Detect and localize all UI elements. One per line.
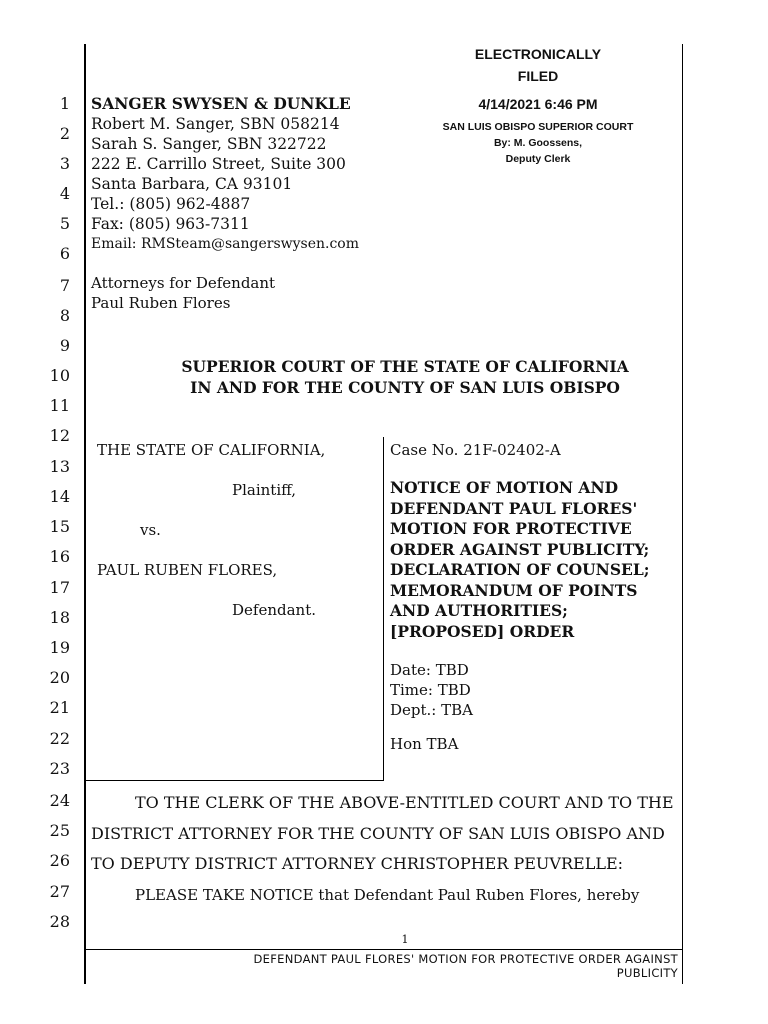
page-number: 1 xyxy=(401,933,409,946)
line-number: 13 xyxy=(49,457,70,476)
versus: vs. xyxy=(140,521,161,539)
line-number: 4 xyxy=(59,184,70,203)
court-title-line-2: IN AND FOR THE COUNTY OF SAN LUIS OBISPO xyxy=(190,378,620,397)
client-name: Paul Ruben Flores xyxy=(91,294,231,312)
plaintiff-role: Plaintiff, xyxy=(232,481,297,499)
line-number: 10 xyxy=(49,366,70,385)
line-number: 28 xyxy=(49,912,70,931)
stamp-by: By: M. Goossens, xyxy=(493,137,583,149)
line-number: 3 xyxy=(59,154,70,173)
attorney-role: Attorneys for Defendant xyxy=(91,274,276,292)
line-number: 5 xyxy=(59,214,70,233)
line-number: 20 xyxy=(49,668,70,687)
line-number: 25 xyxy=(49,821,70,840)
attorney-block xyxy=(91,94,431,313)
plaintiff-name: THE STATE OF CALIFORNIA, xyxy=(97,441,326,459)
line-number: 27 xyxy=(49,882,70,901)
line-number: 16 xyxy=(49,547,70,566)
footer-title-line-2: PUBLICITY xyxy=(616,966,678,980)
defendant-role: Defendant. xyxy=(232,601,316,619)
court-title-line-1: SUPERIOR COURT OF THE STATE OF CALIFORNIA xyxy=(181,357,629,376)
line-number: 15 xyxy=(49,517,70,536)
line-number: 23 xyxy=(49,759,70,778)
attorney-line: Tel.: (805) 962-4887 xyxy=(91,195,251,213)
line-number: 8 xyxy=(59,306,70,325)
line-number: 11 xyxy=(49,396,70,415)
line-number: 24 xyxy=(49,791,70,810)
document-title-line: DEFENDANT PAUL FLORES' xyxy=(390,498,638,518)
line-number: 21 xyxy=(49,698,70,717)
case-info xyxy=(390,440,680,754)
line-number: 26 xyxy=(49,851,70,870)
line-number: 6 xyxy=(59,244,70,263)
line-number: 14 xyxy=(49,487,70,506)
stamp-datetime: 4/14/2021 6:46 PM xyxy=(478,96,598,112)
body-line-3: TO DEPUTY DISTRICT ATTORNEY CHRISTOPHER PEUVRELLE: xyxy=(91,854,624,873)
document-title-line: MOTION FOR PROTECTIVE xyxy=(390,519,632,538)
document-title-line: ORDER AGAINST PUBLICITY; xyxy=(390,539,650,559)
attorney-line: Santa Barbara, CA 93101 xyxy=(91,175,293,193)
document-title-line: [PROPOSED] ORDER xyxy=(390,621,575,641)
line-number: 1 xyxy=(59,94,70,113)
stamp-court: SAN LUIS OBISPO SUPERIOR COURT xyxy=(442,121,634,133)
judge: Hon TBA xyxy=(390,735,459,753)
case-number: Case No. 21F-02402-A xyxy=(390,441,561,459)
attorney-line: 222 E. Carrillo Street, Suite 300 xyxy=(91,155,346,173)
hearing-dept: Dept.: TBA xyxy=(390,701,473,719)
document-title-line: AND AUTHORITIES; xyxy=(390,601,568,620)
line-number: 12 xyxy=(49,426,70,445)
stamp-line-2: FILED xyxy=(517,68,559,84)
hearing-date: Date: TBD xyxy=(390,661,469,679)
hearing-time: Time: TBD xyxy=(390,681,471,699)
document-title xyxy=(390,478,680,642)
right-margin-rule xyxy=(682,44,683,984)
attorney-line: Sarah S. Sanger, SBN 322722 xyxy=(91,135,327,153)
line-number: 17 xyxy=(49,578,70,597)
line-number: 7 xyxy=(59,276,70,295)
defendant-name: PAUL RUBEN FLORES, xyxy=(97,561,278,579)
footer-title xyxy=(150,952,678,980)
line-number: 9 xyxy=(59,336,70,355)
line-number: 19 xyxy=(49,638,70,657)
document-title-line: DECLARATION OF COUNSEL; xyxy=(390,560,650,579)
footer-title-line-1: DEFENDANT PAUL FLORES' MOTION FOR PROTECTIVE ORDER AGAINST xyxy=(253,952,678,966)
body-line-4: PLEASE TAKE NOTICE that Defendant Paul Ruben Flores, hereby xyxy=(135,886,640,904)
line-number: 18 xyxy=(49,608,70,627)
attorney-line: Robert M. Sanger, SBN 058214 xyxy=(91,115,340,133)
footer-rule xyxy=(84,949,683,950)
court-title xyxy=(150,356,660,398)
line-number: 2 xyxy=(59,124,70,143)
body-line-1: TO THE CLERK OF THE ABOVE-ENTITLED COURT AND TO THE xyxy=(135,793,674,812)
body-line-2: DISTRICT ATTORNEY FOR THE COUNTY OF SAN LUIS OBISPO AND xyxy=(91,824,665,843)
attorney-email: Email: RMSteam@sangerswysen.com xyxy=(91,236,360,252)
stamp-line-1: ELECTRONICALLY xyxy=(474,46,602,62)
document-title-line: MEMORANDUM OF POINTS xyxy=(390,580,638,600)
filing-stamp xyxy=(440,44,636,166)
firm-name: SANGER SWYSEN & DUNKLE xyxy=(91,94,351,113)
line-number: 22 xyxy=(49,729,70,748)
stamp-clerk: Deputy Clerk xyxy=(505,153,571,165)
document-title-line: NOTICE OF MOTION AND xyxy=(390,478,619,497)
attorney-line: Fax: (805) 963-7311 xyxy=(91,215,250,233)
